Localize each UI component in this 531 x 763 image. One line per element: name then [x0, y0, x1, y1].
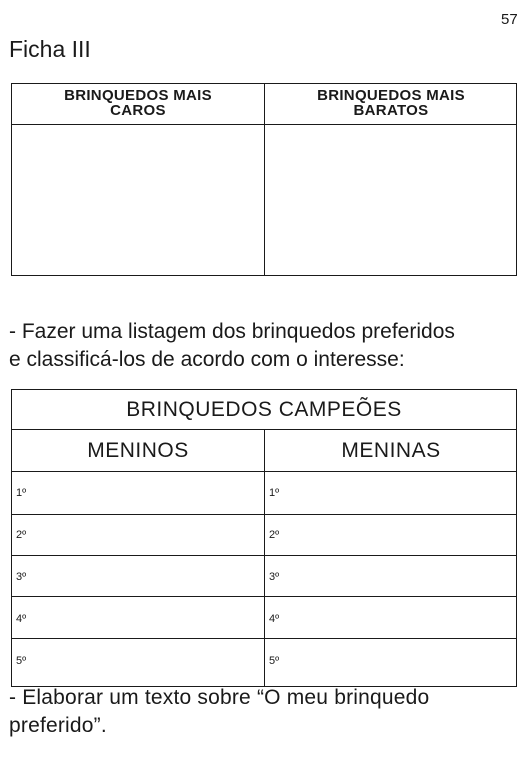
rank-label: 3º: [269, 571, 280, 583]
row-divider: [12, 471, 516, 472]
rank-label: 4º: [16, 613, 27, 625]
rank-label: 4º: [269, 613, 280, 625]
champion-toys-table: [11, 389, 517, 687]
instruction-essay: [9, 684, 521, 740]
page-number: 57: [501, 11, 518, 28]
rank-label: 5º: [269, 655, 280, 667]
column-divider: [264, 430, 265, 686]
column-header-expensive: [12, 88, 264, 118]
row-divider: [12, 596, 516, 597]
rank-label: 2º: [16, 529, 27, 541]
toys-price-table: [11, 83, 517, 276]
rank-label: 5º: [16, 655, 27, 667]
instruction-line: - Elaborar um texto sobre “O meu brinquedo: [9, 686, 430, 709]
header-line: BRINQUEDOS MAIS: [64, 87, 212, 104]
header-line: BRINQUEDOS MAIS: [317, 87, 465, 104]
instruction-line: e classificá-los de acordo com o interesse:: [9, 348, 405, 371]
row-divider: [12, 638, 516, 639]
rank-label: 3º: [16, 571, 27, 583]
rank-label: 1º: [16, 487, 27, 499]
column-header-cheap: [265, 88, 517, 118]
column-header-boys: MENINOS: [87, 439, 189, 462]
row-divider: [12, 555, 516, 556]
column-header-girls: MENINAS: [341, 439, 441, 462]
table-title: BRINQUEDOS CAMPEÕES: [12, 390, 516, 430]
rank-label: 2º: [269, 529, 280, 541]
rank-label: 1º: [269, 487, 280, 499]
instruction-line: preferido”.: [9, 714, 107, 737]
instruction-line: - Fazer uma listagem dos brinquedos preferidos: [9, 320, 455, 343]
instruction-listing: [9, 318, 524, 374]
sheet-title: Ficha III: [9, 36, 91, 62]
row-divider: [12, 514, 516, 515]
header-line: CAROS: [110, 102, 166, 119]
header-line: BARATOS: [353, 102, 429, 119]
header-divider: [12, 124, 516, 125]
